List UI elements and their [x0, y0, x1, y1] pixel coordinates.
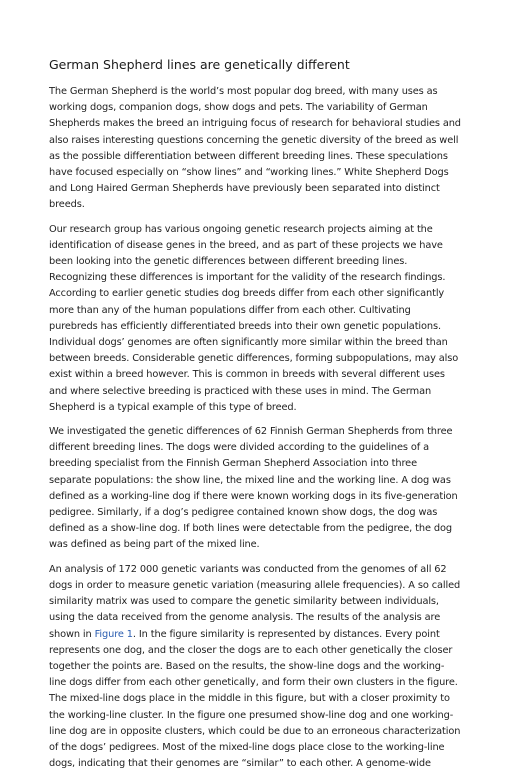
paragraph-4-text-start: An analysis of 172 000 genetic variants was conducted from the genomes of all 62 dogs in order to measure genetic variation (measuring allele frequencies). A so called similarity matrix was used to compare the genetic similarity between individuals, using the data received from the genome analysis. The results of the analysis are shown in [49, 563, 461, 640]
paragraph-4-text-end: . In the figure similarity is represented by distances. Every point represents one dog, and the closer the dogs are to each other genetically the closer together the points are. Based on the results, the show-line dogs and the working-line dogs differ from each other genetically, and form their own clusters in the figure. The mixed-line dogs place in the middle in this figure, but with a closer proximity to the working-line cluster. In the figure one presumed show-line dog and one working-line dog are in opposite clusters, which could be due to an erroneous characterization of the dogs’ pedigrees. Most of the mixed-line dogs place close to the working-line dogs, indicating that their genomes are “similar” to each other. A genome-wide [49, 628, 461, 770]
paragraph-3: We investigated the genetic differences of 62 Finnish German Shepherds from three different breeding lines. The dogs were divided according to the guidelines of a breeding specialist from the Finnish German Shepherd Association into three separate populations: the show line, the mixed line and the working line. A dog was defined as a working-line dog if there were known working dogs in its five-generation pedigree. Similarly, if a dog’s pedigree contained known show dogs, the dog was defined as a show-line dog. If both lines were detectable from the pedigree, the dog was defined as being part of the mixed line. [49, 426, 458, 551]
article [49, 57, 461, 780]
paragraph-4 [49, 562, 461, 773]
paragraph-2: Our research group has various ongoing genetic research projects aiming at the identification of disease genes in the breed, and as part of these projects we have been looking into the genetic differences between different breeding lines. Recognizing these differences is important for the validity of the research findings. According to earlier genetic studies dog breeds differ from each other significantly more than any of the human populations differ from each other. Cultivating purebreds has efficiently differentiated breeds into their own genetic populations. Individual dogs’ genomes are often significantly more similar within the breed than between breeds. Considerable genetic differences, forming subpopulations, may also exist within a breed however. This is common in breeds with several different uses and where selective breeding is practiced with these uses in mind. The German Shepherd is a typical example of this type of breed. [49, 223, 459, 413]
paragraph-1: The German Shepherd is the world’s most popular dog breed, with many uses as working dogs, companion dogs, show dogs and pets. The variability of German Shepherds makes the breed an intriguing focus of research for behavioral studies and also raises interesting questions concerning the genetic diversity of the breed as well as the possible differentiation between different breeding lines. These speculations have focused especially on “show lines” and “working lines.” White Shepherd Dogs and Long Haired German Shepherds have previously been separated into distinct breeds. [49, 86, 461, 211]
figure-1-link[interactable]: Figure 1 [94, 628, 133, 640]
article-title: German Shepherd lines are genetically different [49, 57, 350, 72]
